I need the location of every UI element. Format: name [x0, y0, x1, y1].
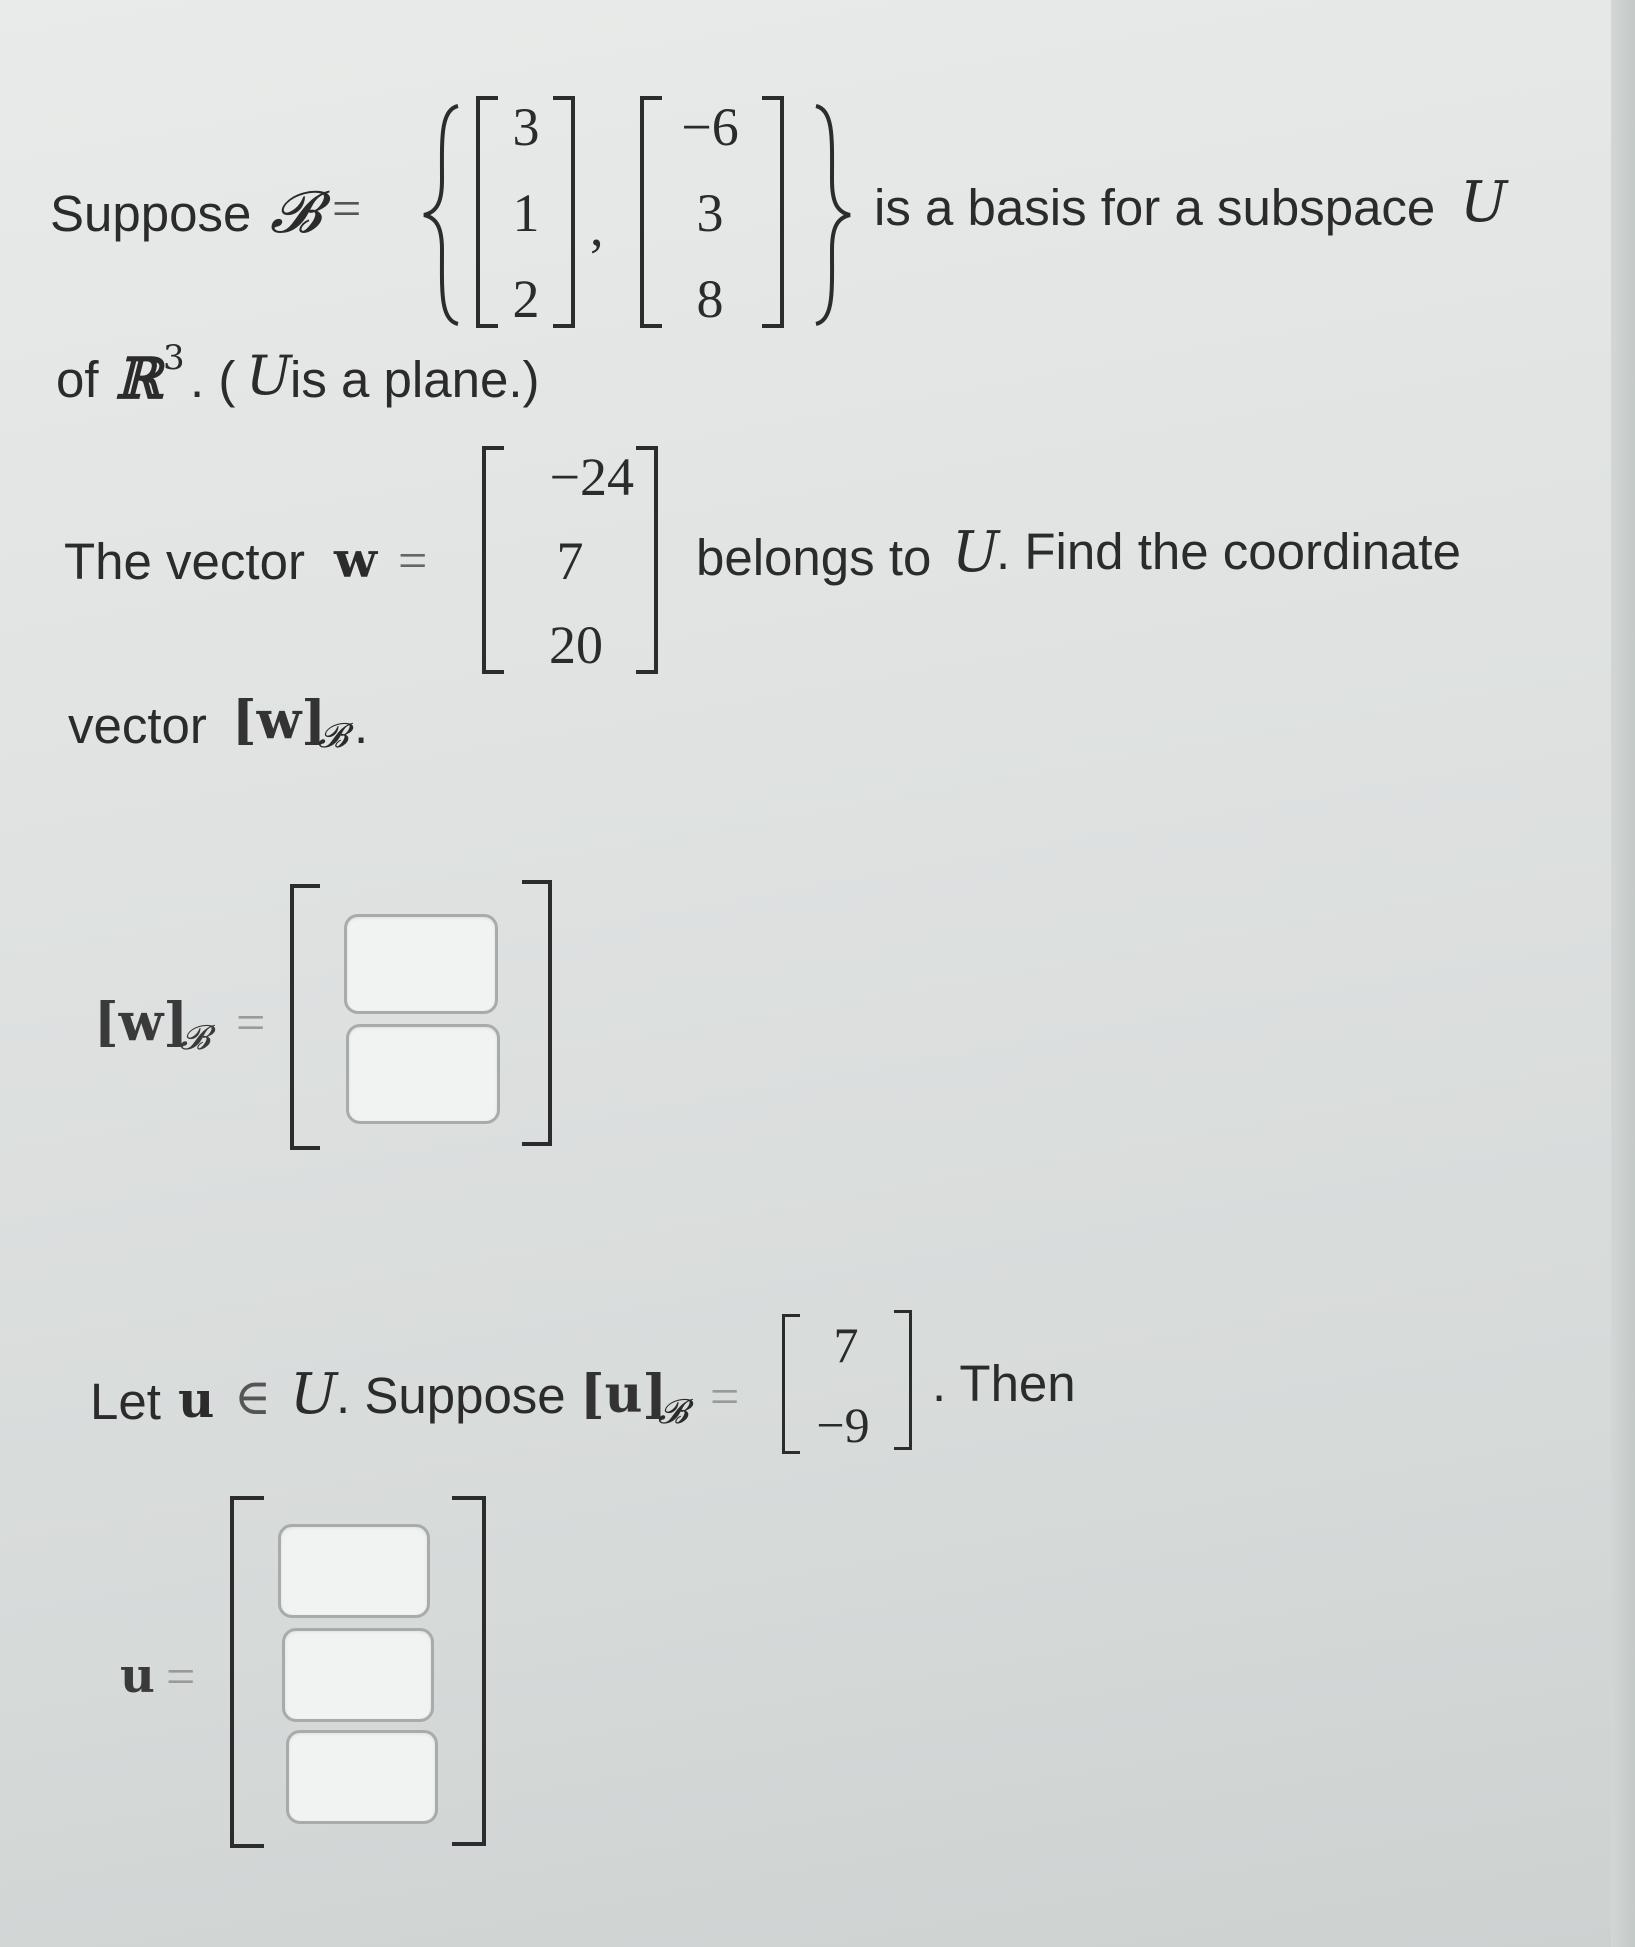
answer-u-equals: = — [166, 1649, 196, 1706]
vector2-right-bracket — [762, 96, 784, 328]
vector2-left-bracket — [640, 96, 662, 328]
w-coord-symbol: [w] — [232, 690, 326, 751]
answer-w-input-1[interactable] — [344, 914, 498, 1014]
left-brace-icon — [418, 100, 466, 330]
u-coord-subscript: 𝓑 — [658, 1392, 688, 1432]
subspace-symbol-3: U — [952, 520, 1000, 585]
u-coord-equals: = — [710, 1369, 740, 1426]
of-text: of — [56, 351, 99, 408]
w-symbol: w — [334, 530, 378, 589]
basis-vector1-entry1: 3 — [512, 97, 540, 157]
paren-open-text: . ( — [190, 351, 236, 408]
subspace-symbol-2: U — [246, 344, 292, 407]
equals-sign: = — [332, 181, 362, 238]
right-brace-icon — [808, 100, 856, 330]
answer-u-left-bracket — [230, 1496, 264, 1848]
w-right-bracket — [636, 446, 658, 674]
w-coord-subscript: 𝓑 — [318, 716, 348, 756]
basis-vector2-entry3: 8 — [696, 269, 724, 329]
answer-u-field-3[interactable] — [289, 1733, 435, 1821]
answer-u-field-1[interactable] — [281, 1527, 427, 1615]
answer-u-input-2[interactable] — [282, 1628, 434, 1722]
answer-w-right-bracket — [522, 880, 552, 1146]
w-equals-sign: = — [398, 533, 428, 590]
suppose-text: Suppose — [50, 185, 252, 242]
the-vector-text: The vector — [64, 533, 305, 590]
w-entry3: 20 — [549, 615, 603, 675]
answer-w-label: [w] — [94, 992, 188, 1053]
u-coord-entry1: 7 — [833, 1317, 859, 1373]
vector1-left-bracket — [476, 96, 498, 328]
u-symbol: u — [178, 1370, 215, 1429]
let-text: Let — [90, 1373, 161, 1430]
basis-vector2-entry2: 3 — [696, 183, 724, 243]
subspace-symbol-4: U — [290, 1362, 338, 1427]
basis-description-text: is a basis for a subspace — [874, 179, 1436, 236]
answer-w-subscript: 𝓑 — [180, 1018, 210, 1058]
w-left-bracket — [482, 446, 504, 674]
basis-vector1-entry3: 2 — [512, 269, 540, 329]
dimension-exponent: 3 — [163, 338, 185, 378]
period-text: . — [354, 697, 369, 754]
right-edge-shadow — [1611, 0, 1635, 1947]
vector-text: vector — [68, 697, 207, 754]
w-entry2: 7 — [556, 531, 584, 591]
real-space-symbol: ℝ — [115, 346, 162, 412]
is-a-plane-text: is a plane.) — [290, 351, 540, 408]
element-of-symbol: ∈ — [234, 1368, 272, 1426]
basis-symbol: 𝓑 — [270, 178, 322, 246]
answer-w-field-2[interactable] — [349, 1027, 497, 1121]
answer-u-field-2[interactable] — [285, 1631, 431, 1719]
answer-w-equals: = — [236, 995, 266, 1052]
u-coord-left-bracket — [782, 1314, 800, 1454]
suppose-text-2: . Suppose — [336, 1367, 566, 1424]
vector1-right-bracket — [553, 96, 575, 328]
answer-u-right-bracket — [452, 1496, 486, 1846]
answer-u-input-3[interactable] — [286, 1730, 438, 1824]
answer-w-field-1[interactable] — [347, 917, 495, 1011]
answer-u-label: u — [120, 1648, 155, 1704]
then-text: . Then — [932, 1355, 1076, 1412]
u-coord-entry2: −9 — [816, 1397, 870, 1453]
u-coord-symbol: [u] — [580, 1364, 668, 1425]
answer-w-input-2[interactable] — [346, 1024, 500, 1124]
subspace-symbol: U — [1460, 170, 1508, 235]
w-entry1: −24 — [549, 447, 634, 507]
belongs-to-text: belongs to — [696, 529, 932, 586]
basis-vector1-entry2: 1 — [512, 183, 540, 243]
answer-u-input-1[interactable] — [278, 1524, 430, 1618]
basis-vector2-entry1: −6 — [681, 97, 739, 157]
find-coordinate-text: . Find the coordinate — [996, 523, 1461, 580]
answer-w-left-bracket — [290, 884, 320, 1150]
u-coord-right-bracket — [894, 1310, 912, 1450]
vector-separator-comma: , — [590, 197, 604, 257]
